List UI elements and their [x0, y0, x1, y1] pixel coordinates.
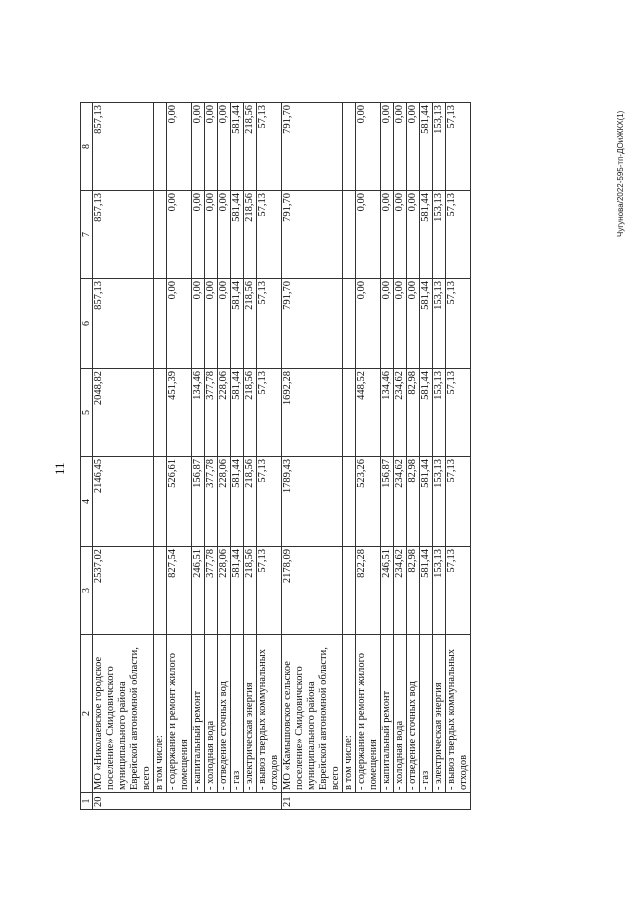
value-cell: 218,56 [244, 103, 257, 191]
value-cell: 377,78 [205, 547, 218, 635]
value-cell: 2048,82 [93, 369, 154, 457]
value-cell: 57,13 [257, 547, 282, 635]
value-cell: 0,00 [394, 279, 407, 369]
column-number-header: 8 [81, 103, 93, 191]
value-cell: 2537,02 [93, 547, 154, 635]
empty-cell [343, 457, 356, 547]
value-cell: 0,00 [356, 103, 381, 191]
value-cell: 0,00 [205, 103, 218, 191]
value-cell: 0,00 [407, 103, 420, 191]
table-row-subheader [343, 103, 356, 810]
table-row [407, 103, 420, 810]
column-number-header: 4 [81, 457, 93, 547]
value-cell: 246,51 [381, 547, 394, 635]
value-cell: 228,06 [218, 457, 231, 547]
empty-cell [154, 103, 167, 191]
cell-line: - газ [420, 770, 431, 790]
value-cell: 218,56 [244, 279, 257, 369]
row-number: 21 [282, 793, 471, 810]
value-cell: 0,00 [394, 103, 407, 191]
value-cell: 0,00 [192, 103, 205, 191]
value-cell: 57,13 [257, 369, 282, 457]
empty-cell [154, 369, 167, 457]
value-cell: 0,00 [356, 191, 381, 279]
value-cell: 228,06 [218, 547, 231, 635]
cell-line: - отведение сточных вод [407, 681, 418, 790]
value-cell: 857,13 [93, 191, 154, 279]
row-label [381, 635, 394, 793]
cell-line: - содержание и ремонт жилого [356, 653, 367, 790]
cell-line: отходов [458, 754, 469, 790]
table-row [167, 103, 192, 810]
table-row [394, 103, 407, 810]
value-cell: 134,46 [381, 369, 394, 457]
value-cell: 0,00 [167, 103, 192, 191]
value-cell: 0,00 [218, 279, 231, 369]
column-number-header: 6 [81, 279, 93, 369]
empty-cell [154, 547, 167, 635]
value-cell: 153,13 [433, 369, 446, 457]
row-title [282, 635, 343, 793]
header-row [81, 103, 93, 810]
value-cell: 0,00 [205, 279, 218, 369]
cell-line: - отведение сточных вод [218, 681, 229, 790]
value-cell: 0,00 [407, 279, 420, 369]
row-label [433, 635, 446, 793]
cell-line: - газ [231, 770, 242, 790]
value-cell: 0,00 [205, 191, 218, 279]
table-row-subheader [154, 103, 167, 810]
table-row-total [282, 103, 343, 810]
value-cell: 377,78 [205, 369, 218, 457]
value-cell: 218,56 [244, 457, 257, 547]
value-cell: 581,44 [420, 369, 433, 457]
value-cell: 156,87 [381, 457, 394, 547]
table-row [420, 103, 433, 810]
empty-cell [343, 191, 356, 279]
table-body [81, 103, 471, 810]
value-cell: 0,00 [356, 279, 381, 369]
empty-cell [343, 103, 356, 191]
value-cell: 57,13 [446, 103, 471, 191]
cell-line: муниципального района [306, 681, 317, 790]
value-cell: 0,00 [218, 191, 231, 279]
table-row-total [93, 103, 154, 810]
value-cell: 57,13 [257, 191, 282, 279]
value-cell: 791,70 [282, 279, 343, 369]
value-cell: 581,44 [231, 457, 244, 547]
value-cell: 0,00 [381, 191, 394, 279]
value-cell: 218,56 [244, 191, 257, 279]
subheader-label: в том числе: [343, 635, 356, 793]
table-row [356, 103, 381, 810]
value-cell: 581,44 [420, 191, 433, 279]
cell-line: поселение» Смидовичского [105, 666, 116, 790]
column-number-header: 5 [81, 369, 93, 457]
value-cell: 153,13 [433, 279, 446, 369]
value-cell: 153,13 [433, 191, 446, 279]
value-cell: 581,44 [420, 547, 433, 635]
table-row [381, 103, 394, 810]
value-cell: 234,62 [394, 547, 407, 635]
value-cell: 451,39 [167, 369, 192, 457]
value-cell: 526,61 [167, 457, 192, 547]
table-row [205, 103, 218, 810]
empty-cell [154, 457, 167, 547]
row-label [167, 635, 192, 793]
row-label [446, 635, 471, 793]
row-number: 20 [93, 793, 282, 810]
cell-line: МО «Камышовское сельское [282, 661, 293, 790]
table-row [244, 103, 257, 810]
value-cell: 0,00 [381, 279, 394, 369]
cell-line: Еврейской автономной области, [318, 647, 329, 790]
value-cell: 0,00 [192, 191, 205, 279]
value-cell: 134,46 [192, 369, 205, 457]
cell-line: поселение» Смидовичского [294, 666, 305, 790]
value-cell: 153,13 [433, 547, 446, 635]
value-cell: 153,13 [433, 103, 446, 191]
table-row [433, 103, 446, 810]
cell-line: помещения [179, 739, 190, 790]
cell-line: - содержание и ремонт жилого [167, 653, 178, 790]
value-cell: 234,62 [394, 369, 407, 457]
row-label [257, 635, 282, 793]
value-cell: 581,44 [420, 103, 433, 191]
cell-line: - электрическая энергия [244, 682, 255, 790]
value-cell: 2146,45 [93, 457, 154, 547]
value-cell: 57,13 [446, 547, 471, 635]
table-row [446, 103, 471, 810]
value-cell: 581,44 [231, 369, 244, 457]
value-cell: 448,52 [356, 369, 381, 457]
value-cell: 156,87 [192, 457, 205, 547]
column-number-header: 3 [81, 547, 93, 635]
row-label [231, 635, 244, 793]
cell-line: всего [330, 766, 341, 790]
column-number-header: 1 [81, 793, 93, 810]
value-cell: 827,54 [167, 547, 192, 635]
row-label [192, 635, 205, 793]
row-label [407, 635, 420, 793]
value-cell: 581,44 [231, 103, 244, 191]
column-number-header: 7 [81, 191, 93, 279]
row-title [93, 635, 154, 793]
value-cell: 581,44 [231, 279, 244, 369]
value-cell: 228,06 [218, 369, 231, 457]
value-cell: 581,44 [231, 547, 244, 635]
empty-cell [343, 547, 356, 635]
value-cell: 153,13 [433, 457, 446, 547]
table-row [218, 103, 231, 810]
empty-cell [343, 279, 356, 369]
value-cell: 523,26 [356, 457, 381, 547]
value-cell: 581,44 [420, 457, 433, 547]
value-cell: 234,62 [394, 457, 407, 547]
value-cell: 218,56 [244, 547, 257, 635]
value-cell: 0,00 [167, 191, 192, 279]
value-cell: 857,13 [93, 103, 154, 191]
value-cell: 218,56 [244, 369, 257, 457]
value-cell: 581,44 [231, 191, 244, 279]
cell-line: муниципального района [117, 681, 128, 790]
row-label [356, 635, 381, 793]
cell-line: помещения [368, 739, 379, 790]
cell-line: - вывоз твердых коммунальных [446, 648, 457, 790]
cell-line: отходов [269, 754, 280, 790]
table-row [231, 103, 244, 810]
cell-line: - холодная вода [394, 720, 405, 790]
value-cell: 57,13 [257, 103, 282, 191]
subheader-label: в том числе: [154, 635, 167, 793]
cell-line: - вывоз твердых коммунальных [257, 648, 268, 790]
value-cell: 82,98 [407, 457, 420, 547]
data-table [80, 102, 471, 810]
value-cell: 2178,09 [282, 547, 343, 635]
value-cell: 57,13 [446, 279, 471, 369]
row-label [394, 635, 407, 793]
value-cell: 581,44 [420, 279, 433, 369]
empty-cell [154, 279, 167, 369]
value-cell: 0,00 [218, 103, 231, 191]
cell-line: МО «Николаевское городское [93, 656, 104, 790]
value-cell: 0,00 [407, 191, 420, 279]
value-cell: 791,70 [282, 103, 343, 191]
cell-line: - электрическая энергия [433, 682, 444, 790]
cell-line: - холодная вода [205, 720, 216, 790]
value-cell: 791,70 [282, 191, 343, 279]
value-cell: 0,00 [167, 279, 192, 369]
cell-line: - капитальный ремонт [192, 690, 203, 790]
value-cell: 0,00 [381, 103, 394, 191]
value-cell: 57,13 [446, 191, 471, 279]
empty-cell [343, 369, 356, 457]
value-cell: 0,00 [394, 191, 407, 279]
value-cell: 822,28 [356, 547, 381, 635]
empty-cell [154, 191, 167, 279]
value-cell: 0,00 [192, 279, 205, 369]
value-cell: 57,13 [446, 369, 471, 457]
row-label [218, 635, 231, 793]
row-label [205, 635, 218, 793]
value-cell: 57,13 [446, 457, 471, 547]
value-cell: 246,51 [192, 547, 205, 635]
cell-line: всего [141, 766, 152, 790]
column-number-header: 2 [81, 635, 93, 793]
value-cell: 1789,43 [282, 457, 343, 547]
side-note: Чугунова/2022-595-тп-ДОиЖКХ(1) [616, 110, 625, 237]
table-row [192, 103, 205, 810]
cell-line: Еврейской автономной области, [129, 647, 140, 790]
table-row [257, 103, 282, 810]
value-cell: 82,98 [407, 369, 420, 457]
row-label [244, 635, 257, 793]
value-cell: 377,78 [205, 457, 218, 547]
value-cell: 57,13 [257, 457, 282, 547]
row-label [420, 635, 433, 793]
value-cell: 1692,28 [282, 369, 343, 457]
value-cell: 857,13 [93, 279, 154, 369]
value-cell: 57,13 [257, 279, 282, 369]
cell-line: - капитальный ремонт [381, 690, 392, 790]
page-number: 11 [52, 462, 67, 475]
value-cell: 82,98 [407, 547, 420, 635]
